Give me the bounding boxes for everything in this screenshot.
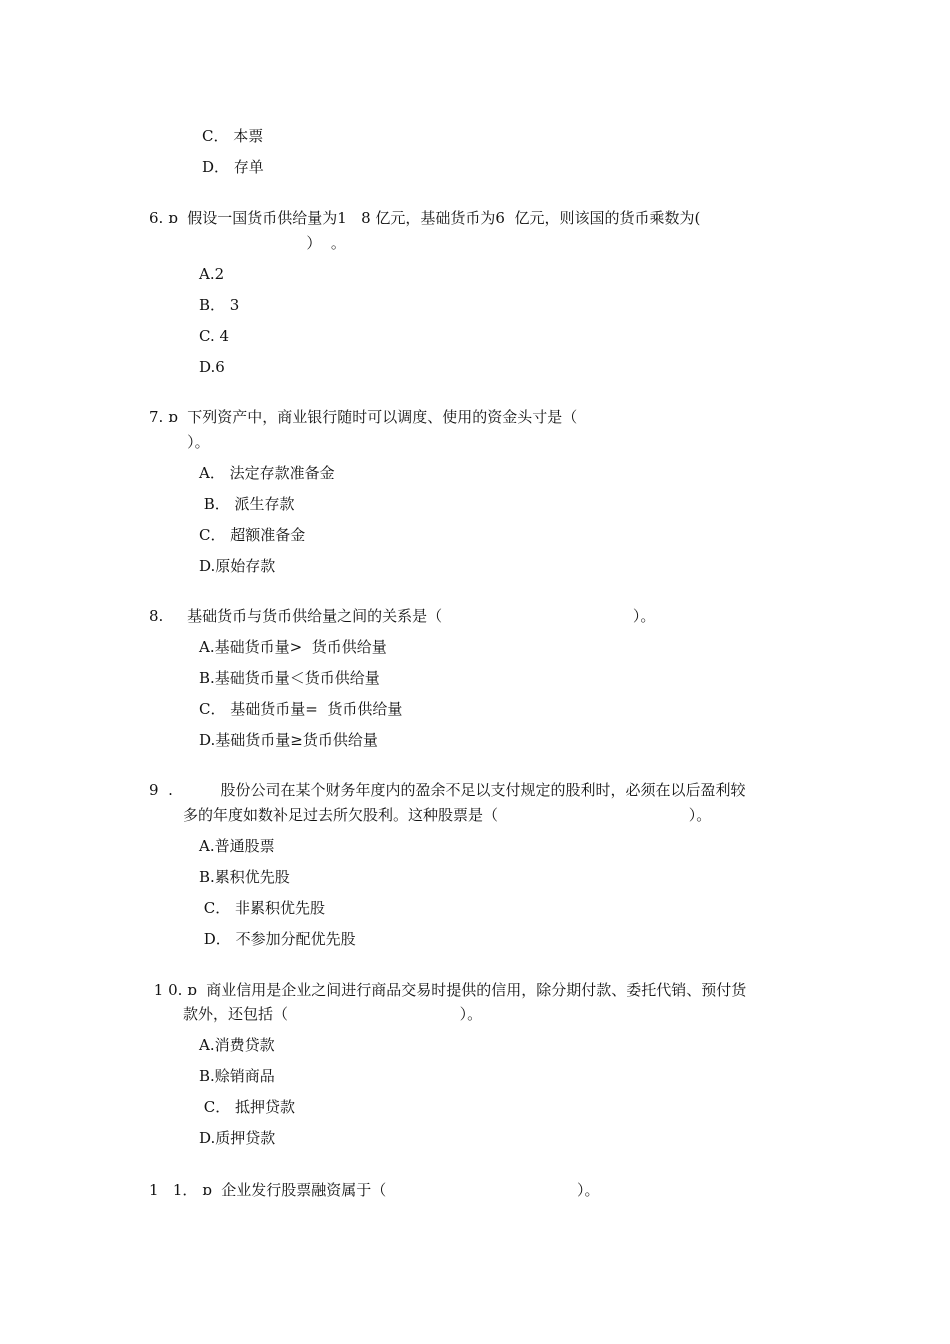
- option-c-prev: C． 本票: [202, 127, 264, 145]
- question-6-option-b: B． 3: [199, 296, 240, 314]
- question-8-option-a: A.基础货币量> 货币供给量: [199, 638, 387, 656]
- question-7-option-c: C． 超额准备金: [199, 526, 306, 544]
- question-7-option-a: A． 法定存款准备金: [199, 464, 335, 482]
- question-6-text: 6. ɒ 假设一国货币供给量为1 8 亿元，基础货币为6 亿元，则该国的货币乘数为(: [149, 209, 701, 227]
- question-10-text-cont: 款外，还包括（ ）。: [183, 1005, 483, 1023]
- question-9-option-c: C． 非累积优先股: [199, 899, 326, 917]
- question-7-text-cont: ）。: [149, 433, 210, 451]
- question-9-option-b: B.累积优先股: [199, 868, 290, 886]
- option-d-prev: D． 存单: [202, 158, 264, 176]
- question-6-option-a: A.2: [199, 265, 225, 283]
- question-7-option-b: B． 派生存款: [199, 495, 295, 513]
- question-7-option-d: D.原始存款: [199, 557, 276, 575]
- question-7-text: 7. ɒ 下列资产中，商业银行随时可以调度、使用的资金头寸是（: [149, 408, 578, 426]
- question-10-option-d: D.质押贷款: [199, 1129, 276, 1147]
- question-8-option-b: B.基础货币量＜货币供给量: [199, 669, 380, 687]
- question-11-text: 1 1． ɒ 企业发行股票融资属于（ ）。: [149, 1181, 600, 1199]
- question-6-option-d: D.6: [199, 358, 225, 376]
- question-6-text-cont: ） 。: [149, 234, 346, 252]
- question-8-option-c: C． 基础货币量= 货币供给量: [199, 700, 403, 718]
- question-10-text: 1 0. ɒ 商业信用是企业之间进行商品交易时提供的信用，除分期付款、委托代销、预付货: [149, 981, 747, 999]
- question-10-option-c: C． 抵押贷款: [199, 1098, 296, 1116]
- question-9-option-a: A.普通股票: [199, 837, 275, 855]
- question-8-option-d: D.基础货币量≥货币供给量: [199, 731, 378, 749]
- question-9-option-d: D． 不参加分配优先股: [199, 930, 356, 948]
- question-9-text-cont: 多的年度如数补足过去所欠股利。这种股票是（ ）。: [183, 806, 712, 824]
- question-10-option-b: B.赊销商品: [199, 1067, 275, 1085]
- question-10-option-a: A.消费贷款: [199, 1036, 275, 1054]
- question-8-text: 8. 基础货币与货币供给量之间的关系是（ ）。: [149, 607, 656, 625]
- question-9-text: 9 . 股份公司在某个财务年度内的盈余不足以支付规定的股利时，必须在以后盈利较: [149, 781, 746, 799]
- question-6-option-c: C. 4: [199, 327, 230, 345]
